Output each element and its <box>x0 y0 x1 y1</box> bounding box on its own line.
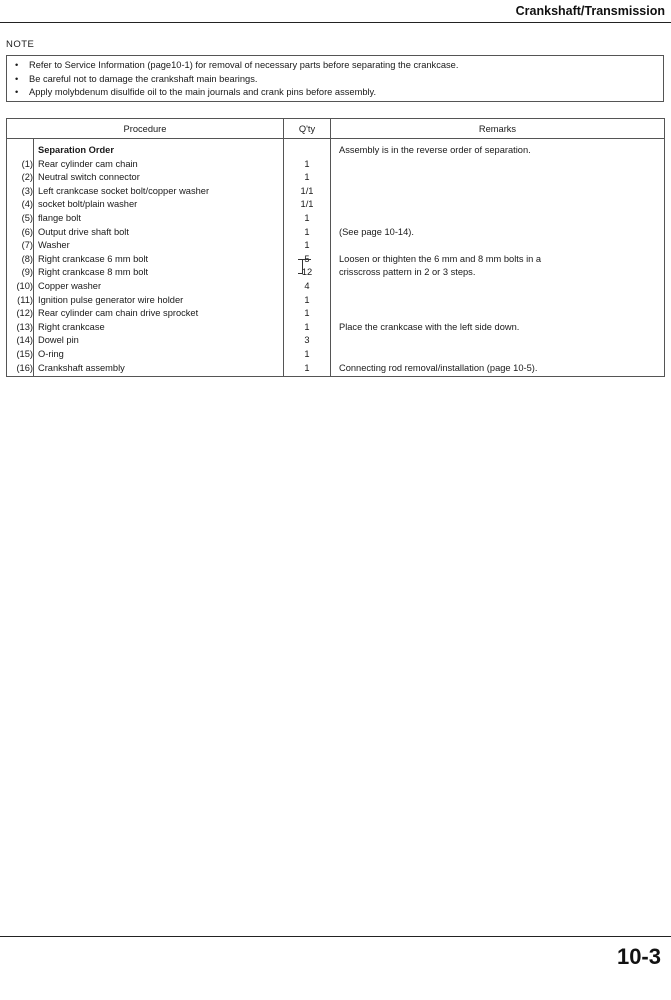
row-number: (13) <box>7 321 34 335</box>
note-text: Be careful not to damage the crankshaft main bearings. <box>29 73 258 84</box>
row-remark <box>331 294 665 308</box>
row-number: (12) <box>7 307 34 321</box>
row-number: (8) <box>7 253 34 267</box>
note-box <box>6 55 664 102</box>
row-qty: 1 <box>284 362 331 377</box>
row-procedure: Neutral switch connector <box>34 171 284 185</box>
row-qty: 1 <box>284 239 331 253</box>
header-divider <box>0 22 671 23</box>
row-procedure: Rear cylinder cam chain drive sprocket <box>34 307 284 321</box>
row-remark <box>331 334 665 348</box>
row-remark <box>331 307 665 321</box>
row-number: (6) <box>7 226 34 240</box>
row-qty: 1 <box>284 212 331 226</box>
row-remark <box>331 239 665 253</box>
row-procedure: Copper washer <box>34 280 284 294</box>
header-remarks: Remarks <box>331 119 665 139</box>
section-title: Crankshaft/Transmission <box>515 4 665 18</box>
row-remark: crisscross pattern in 2 or 3 steps. <box>331 266 665 280</box>
row-remark <box>331 185 665 199</box>
bullet-icon: • <box>15 73 19 84</box>
table-header-row <box>7 119 665 139</box>
table-row <box>7 280 665 294</box>
section-remark: Assembly is in the reverse order of separation. <box>331 139 665 158</box>
page-number: 10-3 <box>616 944 661 969</box>
note-item <box>15 73 663 87</box>
row-number: (2) <box>7 171 34 185</box>
header-qty: Q'ty <box>284 119 331 139</box>
row-qty: 4 <box>284 280 331 294</box>
bolt-group-bracket <box>302 260 311 273</box>
row-remark: (See page 10-14). <box>331 226 665 240</box>
row-procedure: Right crankcase <box>34 321 284 335</box>
row-remark <box>331 198 665 212</box>
row-qty: 1 <box>284 158 331 172</box>
row-procedure: Right crankcase 8 mm bolt <box>34 266 284 280</box>
table-row <box>7 212 665 226</box>
row-number: (15) <box>7 348 34 362</box>
table-row <box>7 171 665 185</box>
table-row <box>7 253 665 267</box>
row-number: (7) <box>7 239 34 253</box>
note-item <box>15 86 663 100</box>
row-number: (14) <box>7 334 34 348</box>
section-title-cell: Separation Order <box>34 139 284 158</box>
row-number: (5) <box>7 212 34 226</box>
row-qty: 12 <box>284 266 331 280</box>
row-remark <box>331 171 665 185</box>
row-number: (9) <box>7 266 34 280</box>
row-qty: 1 <box>284 321 331 335</box>
note-text: Refer to Service Information (page10-1) for removal of necessary parts before separating the crankcase. <box>29 60 459 70</box>
row-remark <box>331 212 665 226</box>
row-procedure: Left crankcase socket bolt/copper washer <box>34 185 284 199</box>
row-procedure: socket bolt/plain washer <box>34 198 284 212</box>
table-row <box>7 239 665 253</box>
row-remark: Place the crankcase with the left side down. <box>331 321 665 335</box>
table-row <box>7 334 665 348</box>
row-procedure: Crankshaft assembly <box>34 362 284 377</box>
section-row <box>7 139 665 158</box>
row-qty: 1/1 <box>284 198 331 212</box>
header-procedure: Procedure <box>7 119 284 139</box>
footer-divider <box>0 936 671 937</box>
table-row <box>7 158 665 172</box>
row-remark <box>331 158 665 172</box>
row-qty: 1 <box>284 294 331 308</box>
row-procedure: Rear cylinder cam chain <box>34 158 284 172</box>
table-row <box>7 362 665 377</box>
note-text: Apply molybdenum disulfide oil to the main journals and crank pins before assembly. <box>29 87 377 97</box>
bullet-icon: • <box>15 60 19 70</box>
table-row <box>7 321 665 335</box>
table-row <box>7 348 665 362</box>
row-qty: 1 <box>284 171 331 185</box>
procedure-table <box>6 118 665 377</box>
row-qty: 1 <box>284 307 331 321</box>
table-row <box>7 266 665 280</box>
row-qty: 5 <box>284 253 331 267</box>
row-number: (11) <box>7 294 34 308</box>
row-remark: Loosen or thighten the 6 mm and 8 mm bolts in a <box>331 253 665 267</box>
row-number <box>7 139 34 158</box>
row-procedure: Output drive shaft bolt <box>34 226 284 240</box>
row-qty <box>284 139 331 158</box>
row-number: (10) <box>7 280 34 294</box>
note-item <box>15 59 663 73</box>
table-row <box>7 307 665 321</box>
table-row <box>7 198 665 212</box>
row-number: (16) <box>7 362 34 377</box>
row-procedure: Dowel pin <box>34 334 284 348</box>
row-procedure: Washer <box>34 239 284 253</box>
table-row <box>7 294 665 308</box>
row-procedure: Ignition pulse generator wire holder <box>34 294 284 308</box>
row-number: (4) <box>7 198 34 212</box>
note-heading: NOTE <box>6 39 35 50</box>
row-number: (3) <box>7 185 34 199</box>
row-qty: 1 <box>284 226 331 240</box>
bullet-icon: • <box>15 87 19 97</box>
row-procedure: Right crankcase 6 mm bolt <box>34 253 284 267</box>
row-qty: 3 <box>284 334 331 348</box>
row-number: (1) <box>7 158 34 172</box>
row-procedure: flange bolt <box>34 212 284 226</box>
row-remark <box>331 348 665 362</box>
row-qty: 1 <box>284 348 331 362</box>
row-procedure: O-ring <box>34 348 284 362</box>
row-qty: 1/1 <box>284 185 331 199</box>
row-remark: Connecting rod removal/installation (page 10-5). <box>331 362 665 377</box>
table-row <box>7 226 665 240</box>
row-remark <box>331 280 665 294</box>
table-row <box>7 185 665 199</box>
